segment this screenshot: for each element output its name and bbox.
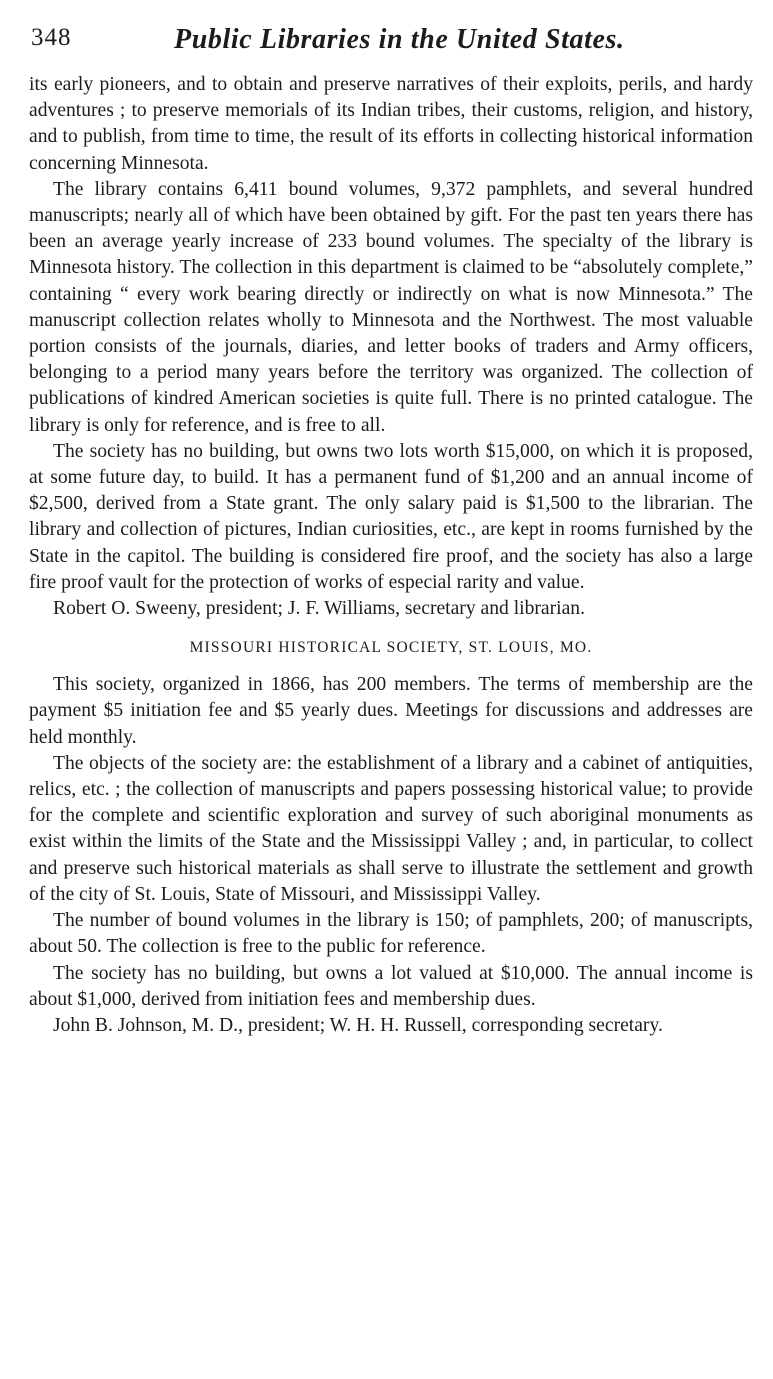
officers-paragraph: Robert O. Sweeny, president; J. F. Williams, secretary and librarian. <box>53 598 585 620</box>
officers-paragraph: John B. Johnson, M. D., president; W. H. H. Russell, corresponding secretary. <box>53 1014 663 1036</box>
minnesota-section-body <box>29 72 753 622</box>
paragraph: This society, organized in 1866, has 200 members. The terms of membership are the payment $5 initiation fee and $5 yearly dues. Meetings for discussions and addresses are held monthly. <box>29 674 753 748</box>
paragraph: The number of bound volumes in the library is 150; of pamphlets, 200; of manuscripts, about 50. The collection is free to the public for reference. <box>29 910 753 958</box>
paragraph: The society has no building, but owns a lot valued at $10,000. The annual income is about $1,000, derived from initiation fees and membership dues. <box>29 962 753 1010</box>
running-title: Public Libraries in the United States. <box>174 24 625 55</box>
section-heading: MISSOURI HISTORICAL SOCIETY, ST. LOUIS, MO. <box>189 639 593 657</box>
paragraph: The objects of the society are: the establishment of a library and a cabinet of antiquities, relics, etc. ; the collection of manuscripts and papers possessing historical value; to provide for the complete and scientific exploration and survey of such aboriginal monuments as exist within the limits of the State and the Mississippi Valley ; and, in particular, to collect and preserve such historical materials as shall serve to illustrate the settlement and growth of the city of St. Louis, State of Missouri, and Mississippi Valley. <box>29 752 753 905</box>
running-head <box>29 24 753 58</box>
book-page <box>29 24 753 1039</box>
paragraph: The library contains 6,411 bound volumes, 9,372 pamphlets, and several hundred manuscripts; nearly all of which have been obtained by gift. For the past ten years there has been an average yearly increase of 233 bound volumes. The specialty of the library is Minnesota history. The collection in this department is claimed to be “absolutely complete,” containing “ every work bearing directly or indirectly on what is now Minnesota.” The manuscript collection relates wholly to Minnesota and the Northwest. The most valuable portion consists of the journals, diaries, and letter books of traders and Army officers, belonging to a period many years before the territory was organized. The collection of publications of kindred American societies is quite full. There is no printed catalogue. The library is only for reference, and is free to all. <box>29 178 753 436</box>
paragraph: its early pioneers, and to obtain and preserve narratives of their exploits, perils, and hardy adventures ; to preserve memorials of its Indian tribes, their customs, religion, and history, and to publish, from time to time, the result of its efforts in collecting historical information concerning Minnesota. <box>29 74 753 174</box>
page-number: 348 <box>31 24 72 51</box>
missouri-section-body <box>29 672 753 1039</box>
paragraph: The society has no building, but owns two lots worth $15,000, on which it is proposed, at some future day, to build. It has a permanent fund of $1,200 and an annual income of $2,500, derived from a State grant. The only salary paid is $1,500 to the librarian. The library and collection of pictures, Indian curiosities, etc., are kept in rooms furnished by the State in the capitol. The building is considered fire proof, and the society has also a large fire proof vault for the protection of works of especial rarity and value. <box>29 440 753 593</box>
